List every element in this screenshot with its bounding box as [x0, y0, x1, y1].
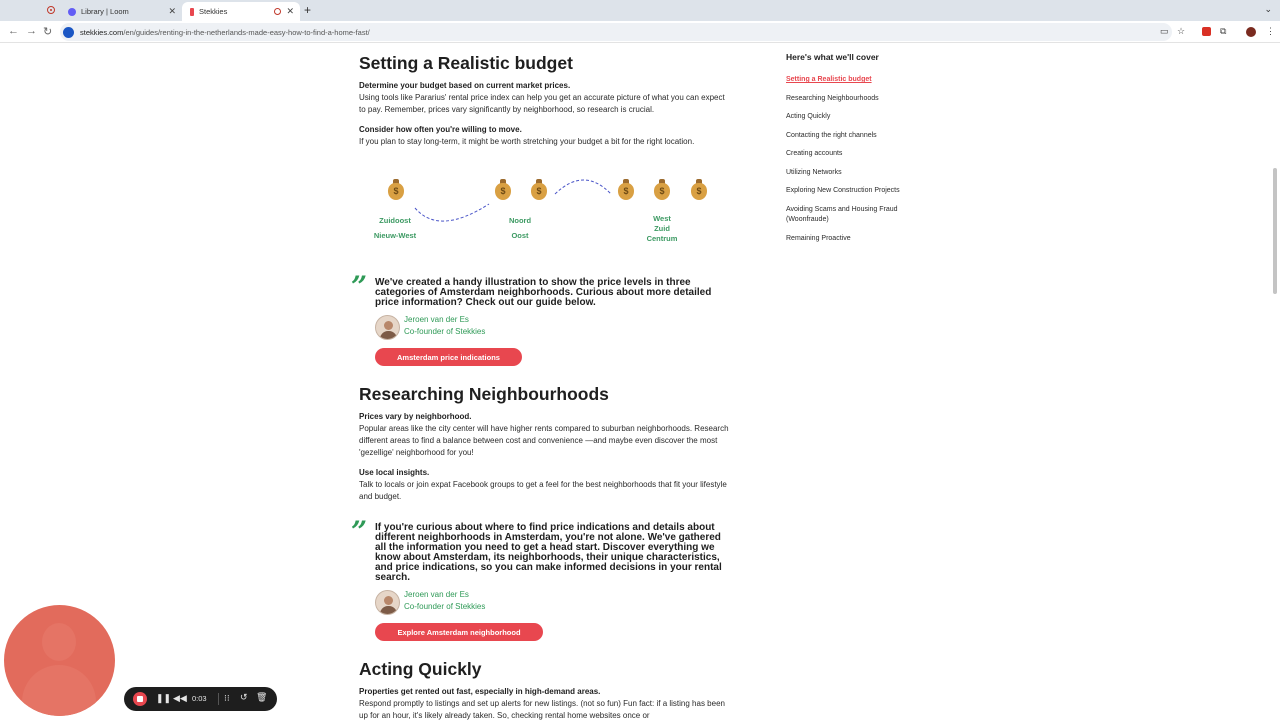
drawing-tool-icon[interactable]: ⁝⁝ — [224, 693, 230, 703]
stop-recording-button[interactable] — [133, 692, 147, 706]
author-role[interactable]: Co-founder of Stekkies — [404, 602, 486, 611]
bookmark-star-icon[interactable]: ☆ — [1177, 26, 1186, 36]
browser-toolbar — [0, 21, 1280, 43]
page-scrollbar[interactable] — [1272, 44, 1278, 720]
paragraph-body: Talk to locals or join expat Facebook groups to get a feel for the best neighborhoods that fit your lifestyle and budget. — [359, 480, 727, 501]
money-bag-icon: $ — [690, 179, 708, 201]
reload-icon[interactable]: ↻ — [43, 26, 53, 38]
paragraph-body: Using tools like Pararius' rental price index can help you get an accurate picture of what you can expect to pay. Remember, prices vary significantly by neighborhood, so research is crucial. — [359, 93, 725, 114]
paragraph-neighbourhoods-1 — [359, 411, 729, 459]
section-heading-budget: Setting a Realistic budget — [359, 53, 573, 73]
scrollbar-thumb[interactable] — [1273, 168, 1277, 294]
toc-title: Here's what we'll cover — [786, 52, 879, 62]
paragraph-body: Respond promptly to listings and set up alerts for new listings. (not so fun) Fun fact: if a listing has been up for an hour, it's likely already taken. So, checking rental home websites once or — [359, 699, 725, 720]
url-text: stekkies.com/en/guides/renting-in-the-netherlands-made-easy-how-to-find-a-home-fast/ — [80, 27, 370, 37]
area-label-high: West Zuid Centrum — [646, 214, 678, 243]
paragraph-lead: Properties get rented out fast, especially in high-demand areas. — [359, 687, 601, 696]
toc-item-contacting-channels[interactable]: Contacting the right channels — [786, 131, 877, 139]
tab-recording-icon — [274, 8, 281, 15]
area-label-mid: Noord Oost — [508, 216, 532, 240]
paragraph-lead: Consider how often you're willing to move. — [359, 125, 522, 134]
cast-icon[interactable]: ▭ — [1160, 26, 1169, 36]
toc-item-budget[interactable]: Setting a Realistic budget — [786, 76, 872, 83]
area-label-low: Zuidoost Nieuw-West — [373, 216, 417, 240]
back-icon[interactable]: ← — [8, 25, 19, 37]
tab-loom-library[interactable] — [60, 2, 182, 21]
table-of-contents — [786, 52, 916, 252]
puzzle-icon[interactable]: ⧉ — [1220, 26, 1227, 36]
loom-favicon-icon — [68, 8, 76, 16]
section-heading-acting-quickly: Acting Quickly — [359, 659, 482, 679]
author-role[interactable]: Co-founder of Stekkies — [404, 327, 486, 336]
tab-search-chevron-icon[interactable]: ⌄ — [1264, 4, 1272, 14]
tab-stekkies[interactable] — [182, 2, 300, 21]
author-name[interactable]: Jeroen van der Es — [404, 590, 469, 599]
paragraph-body: If you plan to stay long-term, it might be worth stretching your budget a bit for the right location. — [359, 137, 695, 146]
divider — [218, 693, 219, 705]
pause-icon[interactable]: ❚❚ — [156, 693, 172, 703]
browser-tab-strip — [0, 0, 1280, 21]
recording-indicator-icon — [47, 6, 55, 14]
paragraph-lead: Use local insights. — [359, 468, 430, 477]
money-bag-icon: $ — [387, 179, 405, 201]
paragraph-neighbourhoods-2 — [359, 467, 729, 503]
price-level-illustration — [359, 174, 729, 254]
author-name[interactable]: Jeroen van der Es — [404, 315, 469, 324]
recording-controls — [124, 687, 277, 711]
extension-icon[interactable] — [1202, 27, 1211, 36]
paragraph-body: Popular areas like the city center will have higher rents compared to suburban neighborhoods. Research different areas to find a balance between cost and convenience —and maybe even discover the most 'gezellige' neighborhood for you! — [359, 424, 729, 457]
toc-item-creating-accounts[interactable]: Creating accounts — [786, 150, 843, 157]
author-avatar — [375, 590, 400, 615]
new-tab-button[interactable]: + — [304, 3, 312, 17]
paragraph-acting-1 — [359, 686, 729, 720]
webcam-bubble[interactable] — [4, 605, 115, 716]
page-content — [0, 44, 1280, 720]
close-tab-icon[interactable]: ✕ — [286, 6, 294, 16]
rewind-icon[interactable]: ◀◀ — [173, 693, 187, 703]
toc-item-neighbourhoods[interactable]: Researching Neighbourhoods — [786, 94, 879, 102]
restart-icon[interactable]: ↺ — [240, 692, 248, 702]
close-tab-icon[interactable]: ✕ — [168, 6, 176, 16]
address-bar[interactable] — [60, 23, 1172, 41]
toc-item-utilizing-networks[interactable]: Utilizing Networks — [786, 168, 842, 176]
money-bag-icon: $ — [617, 179, 635, 201]
money-bag-icon: $ — [530, 179, 548, 201]
paragraph-budget-1 — [359, 80, 729, 116]
forward-icon[interactable]: → — [26, 25, 37, 37]
quote-text-neighbourhoods: If you're curious about where to find price indications and details about different neighborhoods in Amsterdam, you're not alone. We've gathered all the information you need to get a head start. Discover everything we know about Amsterdam, its neighborhoods, their unique characteristics, and price indications, so you can make informed decisions in your rental search. — [375, 522, 722, 583]
stekkies-favicon-icon — [190, 8, 194, 16]
paragraph-lead: Prices vary by neighborhood. — [359, 412, 472, 421]
delete-icon[interactable]: 🗑 — [256, 692, 268, 702]
explore-amsterdam-neighborhood-button[interactable]: Explore Amsterdam neighborhood — [375, 623, 543, 641]
quote-mark-icon: ” — [351, 515, 368, 548]
toc-item-acting-quickly[interactable]: Acting Quickly — [786, 113, 831, 120]
menu-icon[interactable]: ⋮ — [1266, 26, 1275, 36]
profile-avatar[interactable] — [1246, 27, 1256, 37]
section-heading-neighbourhoods: Researching Neighbourhoods — [359, 384, 609, 404]
recording-timer: 0:03 — [192, 694, 207, 703]
money-bag-icon: $ — [494, 179, 512, 201]
author-avatar — [375, 315, 400, 340]
toc-item-avoiding-scams[interactable]: Avoiding Scams and Housing Fraud (Woonfraude) — [786, 205, 898, 223]
toc-item-new-construction[interactable]: Exploring New Construction Projects — [786, 187, 900, 194]
tab-title: Library | Loom — [81, 7, 129, 16]
amsterdam-price-indications-button[interactable]: Amsterdam price indications — [375, 348, 522, 366]
money-bag-icon: $ — [653, 179, 671, 201]
quote-text-budget: We've created a handy illustration to show the price levels in three categories of Amsterdam neighborhoods. Curious about more detailed price information? Check out our guide below. — [375, 277, 712, 308]
quote-mark-icon: ” — [351, 270, 368, 303]
site-info-icon[interactable] — [63, 27, 74, 38]
paragraph-lead: Determine your budget based on current market prices. — [359, 81, 571, 90]
tab-title: Stekkies — [199, 7, 228, 16]
paragraph-budget-2 — [359, 124, 729, 148]
toc-item-remaining-proactive[interactable]: Remaining Proactive — [786, 234, 851, 242]
